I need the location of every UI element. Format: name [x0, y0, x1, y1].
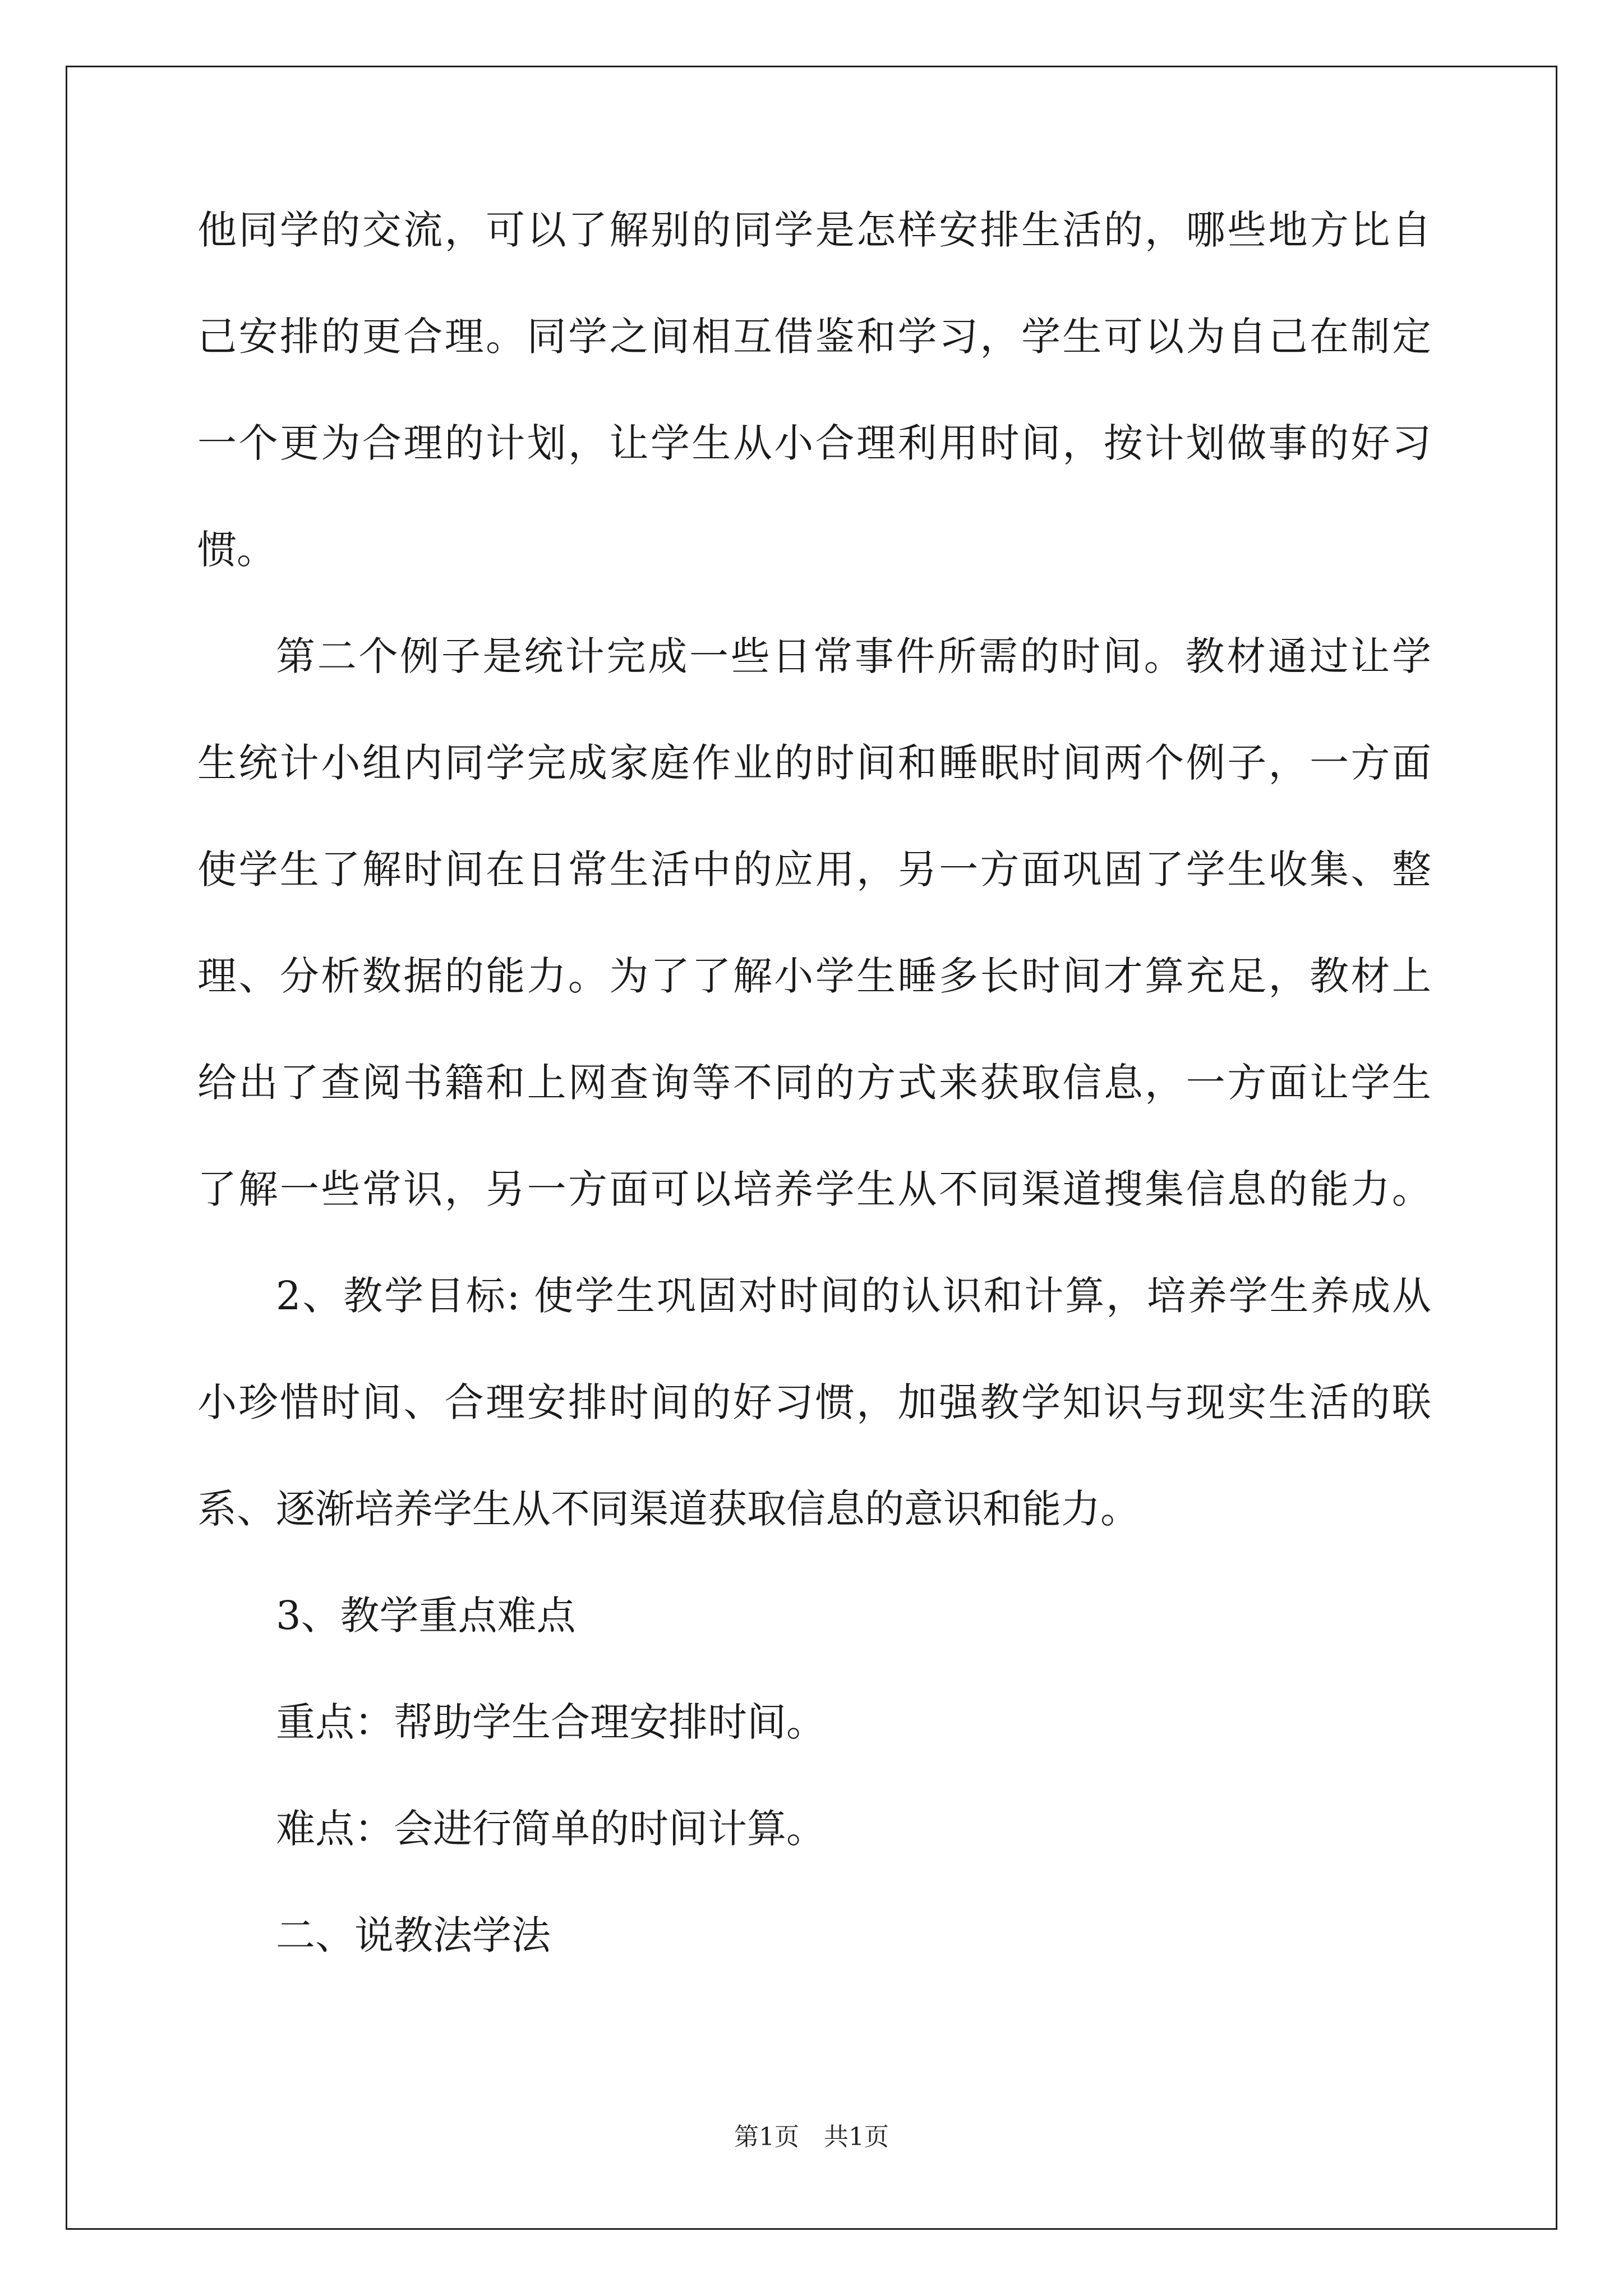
section-heading-key-points: 3、教学重点难点 — [276, 1593, 576, 1639]
key-point-line: 重点：帮助学生合理安排时间。 — [276, 1699, 826, 1745]
teaching-goals-heading-line: 2、教学目标: 使学生巩固对时间的认识和计算，培养学生养成从 — [276, 1273, 1431, 1319]
text-line: 给出了查阅书籍和上网查询等不同的方式来获取信息，一方面让学生 — [197, 1060, 1431, 1106]
text-line: 己安排的更合理。同学之间相互借鉴和学习，学生可以为自己在制定 — [197, 314, 1431, 360]
page-number-footer: 第1页 共1页 — [734, 2123, 889, 2151]
text-line: 他同学的交流，可以了解别的同学是怎样安排生活的，哪些地方比自 — [197, 207, 1431, 253]
text-line: 使学生了解时间在日常生活中的应用，另一方面巩固了学生收集、整 — [197, 846, 1431, 892]
text-line: 了解一些常识，另一方面可以培养学生从不同渠道搜集信息的能力。 — [197, 1166, 1431, 1212]
text-line: 生统计小组内同学完成家庭作业的时间和睡眠时间两个例子，一方面 — [197, 740, 1431, 786]
text-line: 小珍惜时间、合理安排时间的好习惯，加强教学知识与现实生活的联 — [197, 1379, 1431, 1425]
text-line: 系、逐渐培养学生从不同渠道获取信息的意识和能力。 — [197, 1486, 1140, 1532]
paragraph-first-line: 第二个例子是统计完成一些日常事件所需的时间。教材通过让学 — [276, 633, 1431, 679]
difficult-point-line: 难点：会进行简单的时间计算。 — [276, 1806, 826, 1852]
page-border — [66, 66, 1557, 2230]
section-heading-methods: 二、说教法学法 — [276, 1912, 551, 1958]
text-line: 理、分析数据的能力。为了了解小学生睡多长时间才算充足，教材上 — [197, 953, 1431, 999]
text-line: 一个更为合理的计划，让学生从小合理利用时间，按计划做事的好习 — [197, 420, 1431, 466]
text-line: 惯。 — [197, 527, 276, 573]
